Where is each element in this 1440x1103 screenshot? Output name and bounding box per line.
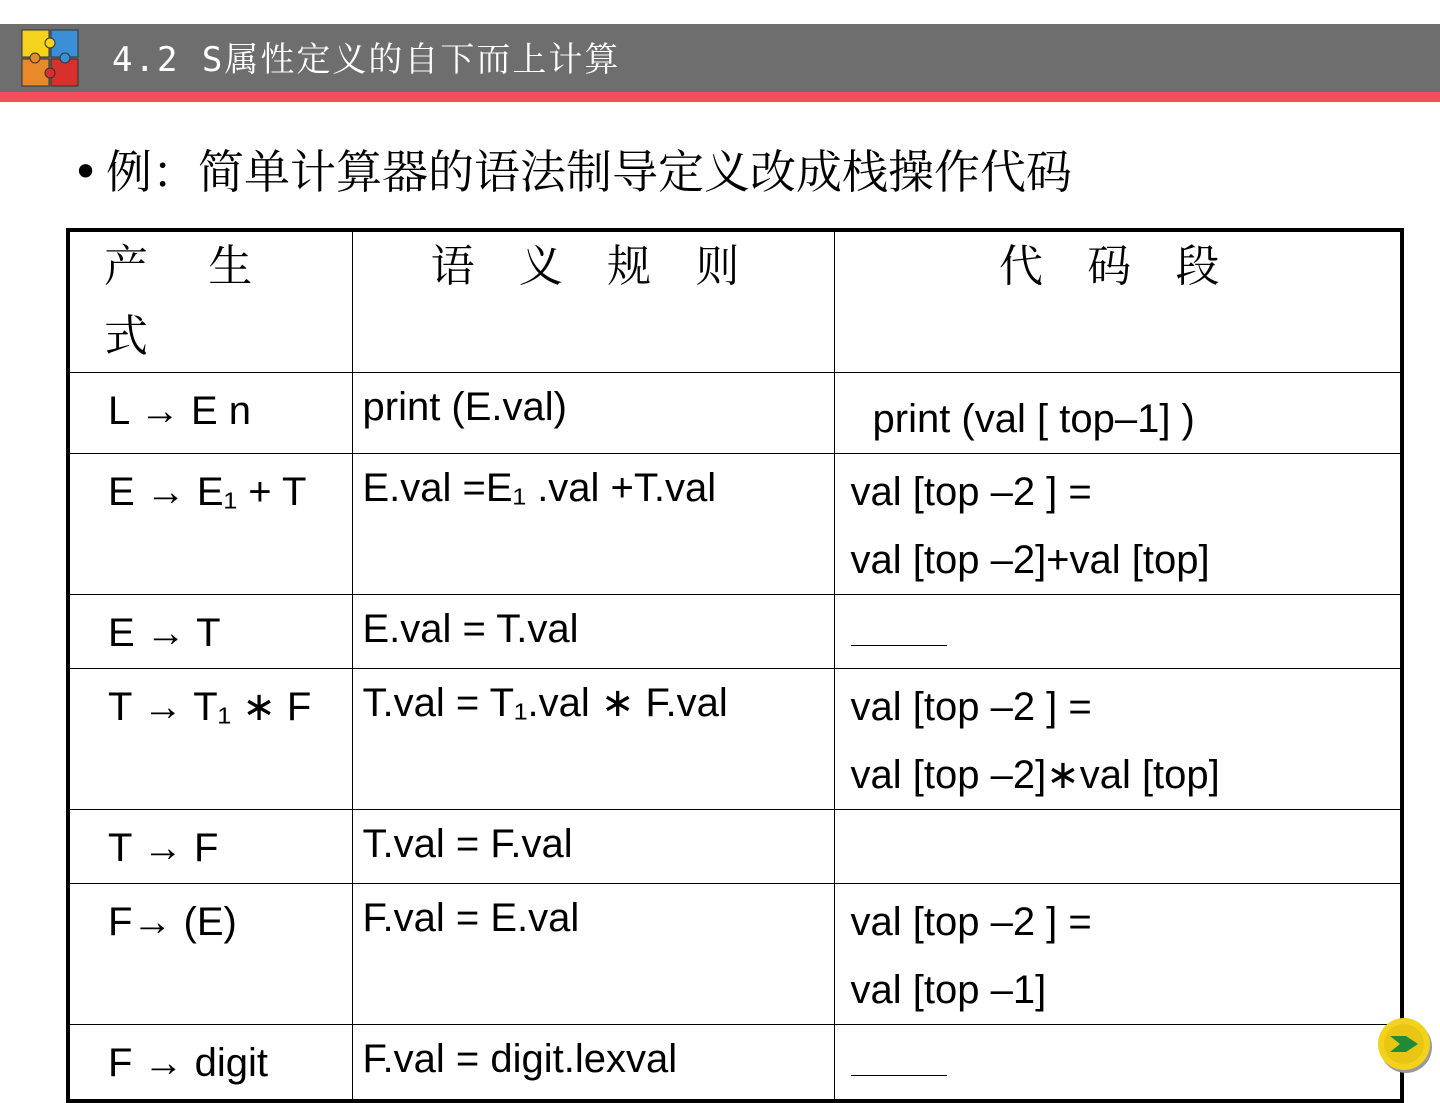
code-line: val [top –2 ] = [850, 685, 1092, 729]
title-bar-accent [0, 92, 1440, 102]
semantic-rule-cell: T.val = T₁.val ∗ F.val [352, 669, 834, 810]
code-line: val [top –1] [850, 968, 1047, 1012]
code-segment-cell [834, 810, 1402, 884]
header-production: 产 生 式 [68, 230, 352, 373]
puzzle-logo-icon [20, 28, 80, 88]
empty-dash [851, 1075, 947, 1076]
semantic-rule-cell: E.val = T.val [352, 595, 834, 669]
code-line: val [top –2]∗val [top] [850, 753, 1220, 797]
semantic-rule-cell: T.val = F.val [352, 810, 834, 884]
production-cell: E → E₁ + T [68, 454, 352, 595]
production-cell: L → E n [68, 373, 352, 454]
code-line: print (val [ top–1] ) [872, 397, 1195, 441]
bullet-text: 例：简单计算器的语法制导定义改成栈操作代码 [106, 145, 1072, 199]
code-segment-cell [834, 373, 1402, 454]
code-segment-cell [834, 454, 1402, 595]
code-segment-cell [834, 884, 1402, 1025]
code-segment-cell [834, 669, 1402, 810]
code-line: val [top –2 ] = [850, 900, 1092, 944]
production-cell: T → F [68, 810, 352, 884]
page-title: 4.2 S属性定义的自下而上计算 [112, 40, 621, 80]
code-line: val [top –2 ] = [850, 470, 1092, 514]
bullet-point [72, 140, 1072, 204]
bullet-dot: • [72, 145, 100, 199]
code-segment-cell [834, 595, 1402, 669]
production-cell: T → T₁ ∗ F [68, 669, 352, 810]
code-line: val [top –2]+val [top] [850, 538, 1210, 582]
semantic-rule-cell: F.val = digit.lexval [352, 1025, 834, 1101]
production-cell: F → digit [68, 1025, 352, 1101]
semantic-rule-cell: print (E.val) [352, 373, 834, 454]
semantic-rule-cell: F.val = E.val [352, 884, 834, 1025]
semantic-rule-cell: E.val =E₁ .val +T.val [352, 454, 834, 595]
header-code-segment: 代 码 段 [834, 230, 1402, 373]
production-cell: F→ (E) [68, 884, 352, 1025]
production-cell: E → T [68, 595, 352, 669]
syntax-directed-table [66, 228, 1404, 1103]
empty-dash [851, 645, 947, 646]
code-segment-cell [834, 1025, 1402, 1101]
header-semantic-rule: 语 义 规 则 [352, 230, 834, 373]
next-arrow-icon[interactable] [1376, 1016, 1434, 1074]
